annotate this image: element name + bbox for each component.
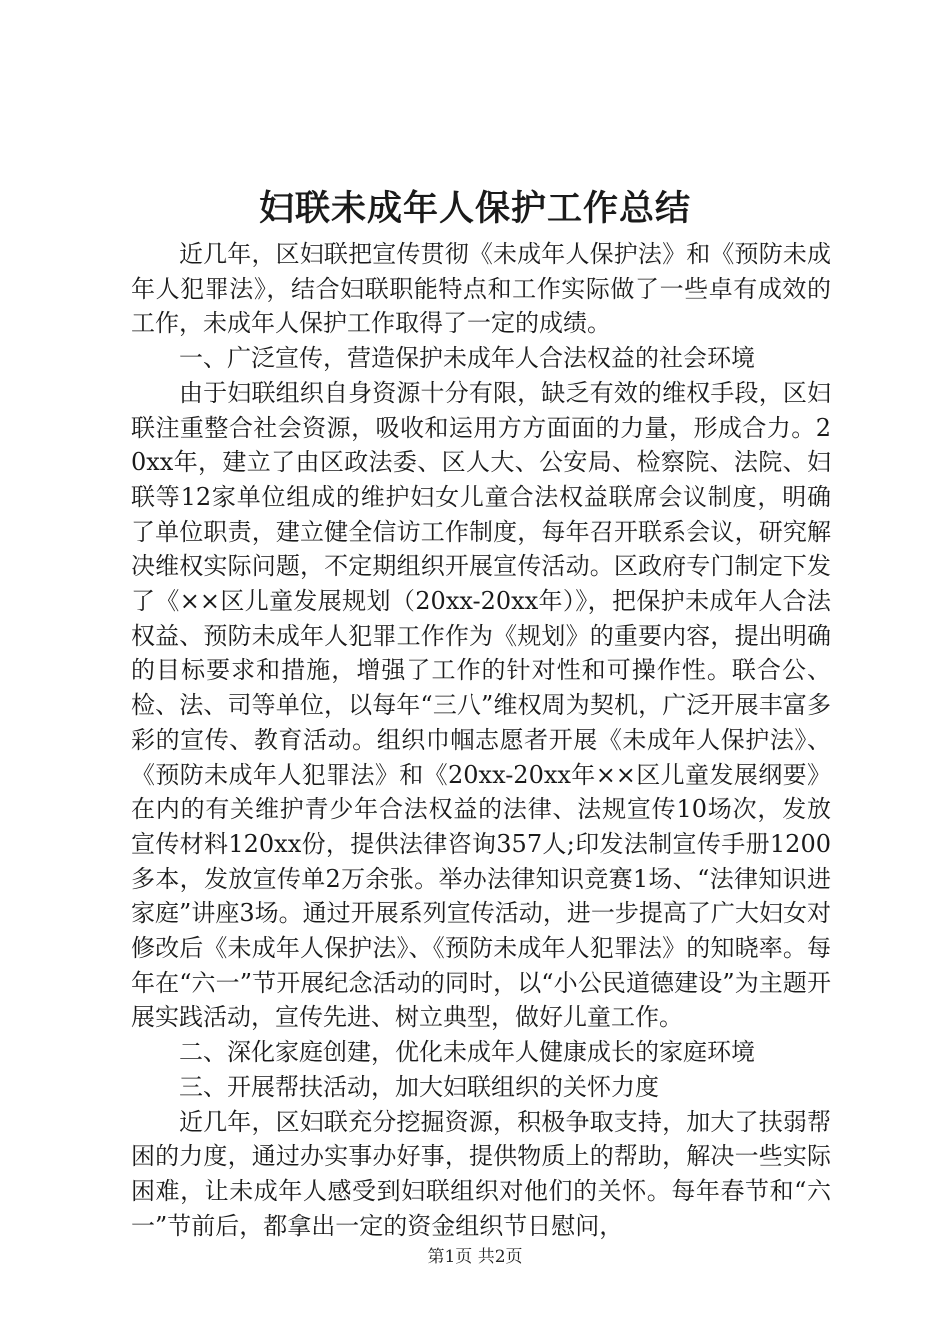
page-number-footer: 第1页 共2页 xyxy=(427,1247,523,1267)
section-3-paragraph: 近几年，区妇联充分挖掘资源，积极争取支持，加大了扶弱帮困的力度，通过办实事办好事，提供物质上的帮助，解决一些实际困难，让未成年人感受到妇联组织对他们的关怀。每年春节和“六一”节前后，都拿出一定的资金组织节日慰问， xyxy=(131,1107,831,1240)
section-heading-1: 一、广泛宣传，营造保护未成年人合法权益的社会环境 xyxy=(179,344,755,373)
section-heading-3: 三、开展帮扶活动，加大妇联组织的关怀力度 xyxy=(179,1072,659,1101)
section-heading-2: 二、深化家庭创建，优化未成年人健康成长的家庭环境 xyxy=(179,1038,755,1067)
document-body xyxy=(131,237,831,1243)
document-title: 妇联未成年人保护工作总结 xyxy=(258,188,691,229)
intro-paragraph: 近几年，区妇联把宣传贯彻《未成年人保护法》和《预防未成年人犯罪法》，结合妇联职能特点和工作实际做了一些卓有成效的工作，未成年人保护工作取得了一定的成绩。 xyxy=(131,240,831,338)
section-1-paragraph: 由于妇联组织自身资源十分有限，缺乏有效的维权手段，区妇联注重整合社会资源，吸收和运用方方面面的力量，形成合力。20xx年，建立了由区政法委、区人大、公安局、检察院、法院、妇联等12家单位组成的维护妇女儿童合法权益联席会议制度，明确了单位职责，建立健全信访工作制度，每年召开联系会议，研究解决维权实际问题，不定期组织开展宣传活动。区政府专门制定下发了《××区儿童发展规划（20xx-20xx年）》，把保护未成年人合法权益、预防未成年人犯罪工作作为《规划》的重要内容，提出明确的目标要求和措施，增强了工作的针对性和可操作性。联合公、检、法、司等单位，以每年“三八”维权周为契机，广泛开展丰富多彩的宣传、教育活动。组织巾帼志愿者开展《未成年人保护法》、《预防未成年人犯罪法》和《20xx-20xx年××区儿童发展纲要》在内的有关维护青少年合法权益的法律、法规宣传10场次，发放宣传材料120xx份，提供法律咨询357人;印发法制宣传手册1200多本，发放宣传单2万余张。举办法律知识竞赛1场、“法律知识进家庭”讲座3场。通过开展系列宣传活动，进一步提高了广大妇女对修改后《未成年人保护法》、《预防未成年人犯罪法》的知晓率。每年在“六一”节开展纪念活动的同时，以“小公民道德建设”为主题开展实践活动，宣传先进、树立典型，做好儿童工作。 xyxy=(131,378,831,1032)
